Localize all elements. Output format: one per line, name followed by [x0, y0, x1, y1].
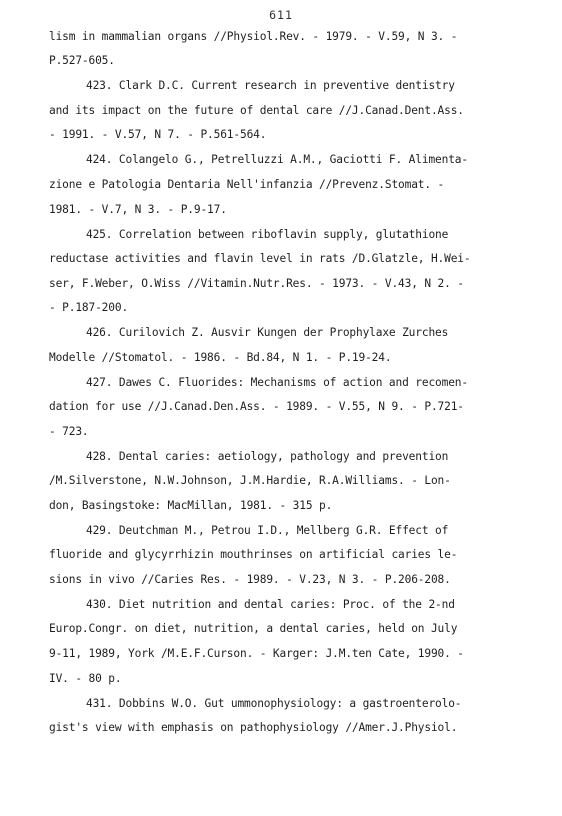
text-line: lism in mammalian organs //Physiol.Rev. - 1979. - V.59, N 3. -	[49, 30, 458, 43]
reference-428-line: 428. Dental caries: aetiology, pathology and prevention	[86, 450, 449, 463]
text-line: gist's view with emphasis on pathophysiology //Amer.J.Physiol.	[49, 721, 458, 734]
reference-425-line: 425. Correlation between riboflavin supply, glutathione	[86, 228, 449, 241]
reference-430-line: 430. Diet nutrition and dental caries: Proc. of the 2-nd	[86, 598, 455, 611]
text-line: ser, F.Weber, O.Wiss //Vitamin.Nutr.Res. - 1973. - V.43, N 2. -	[49, 277, 464, 290]
text-line: zione e Patologia Dentaria Nell'infanzia //Prevenz.Stomat. -	[49, 178, 445, 191]
text-line: Modelle //Stomatol. - 1986. - Bd.84, N 1. - P.19-24.	[49, 351, 392, 364]
reference-429-line: 429. Deutchman M., Petrou I.D., Mellberg G.R. Effect of	[86, 524, 449, 537]
page-number: 611	[269, 8, 293, 22]
text-line: don, Basingstoke: MacMillan, 1981. - 315 p.	[49, 499, 333, 512]
reference-431-line: 431. Dobbins W.O. Gut ummonophysiology: a gastroenterolo-	[86, 697, 462, 710]
text-line: sions in vivo //Caries Res. - 1989. - V.23, N 3. - P.206-208.	[49, 573, 451, 586]
reference-424-line: 424. Colangelo G., Petrelluzzi A.M., Gaciotti F. Alimenta-	[86, 153, 468, 166]
text-line: P.527-605.	[49, 54, 115, 67]
reference-427-line: 427. Dawes C. Fluorides: Mechanisms of action and recomen-	[86, 376, 468, 389]
text-line: and its impact on the future of dental care //J.Canad.Dent.Ass.	[49, 104, 464, 117]
reference-426-line: 426. Curilovich Z. Ausvir Kungen der Prophylaxe Zurches	[86, 326, 449, 339]
text-line: dation for use //J.Canad.Den.Ass. - 1989. - V.55, N 9. - P.721-	[49, 400, 464, 413]
text-line: 1981. - V.7, N 3. - P.9-17.	[49, 203, 227, 216]
text-line: - 1991. - V.57, N 7. - P.561-564.	[49, 128, 267, 141]
text-line: 9-11, 1989, York /M.E.F.Curson. - Karger: J.M.ten Cate, 1990. -	[49, 647, 464, 660]
reference-423-line: 423. Clark D.C. Current research in preventive dentistry	[86, 79, 455, 92]
text-line: /M.Silverstone, N.W.Johnson, J.M.Hardie, R.A.Williams. - Lon-	[49, 474, 451, 487]
text-line: IV. - 80 p.	[49, 672, 122, 685]
text-line: reductase activities and flavin level in rats /D.Glatzle, H.Wei-	[49, 252, 471, 265]
text-line: - P.187-200.	[49, 301, 129, 314]
text-line: - 723.	[49, 425, 89, 438]
text-line: Europ.Congr. on diet, nutrition, a dental caries, held on July	[49, 622, 458, 635]
text-line: fluoride and glycyrrhizin mouthrinses on artificial caries le-	[49, 548, 458, 561]
